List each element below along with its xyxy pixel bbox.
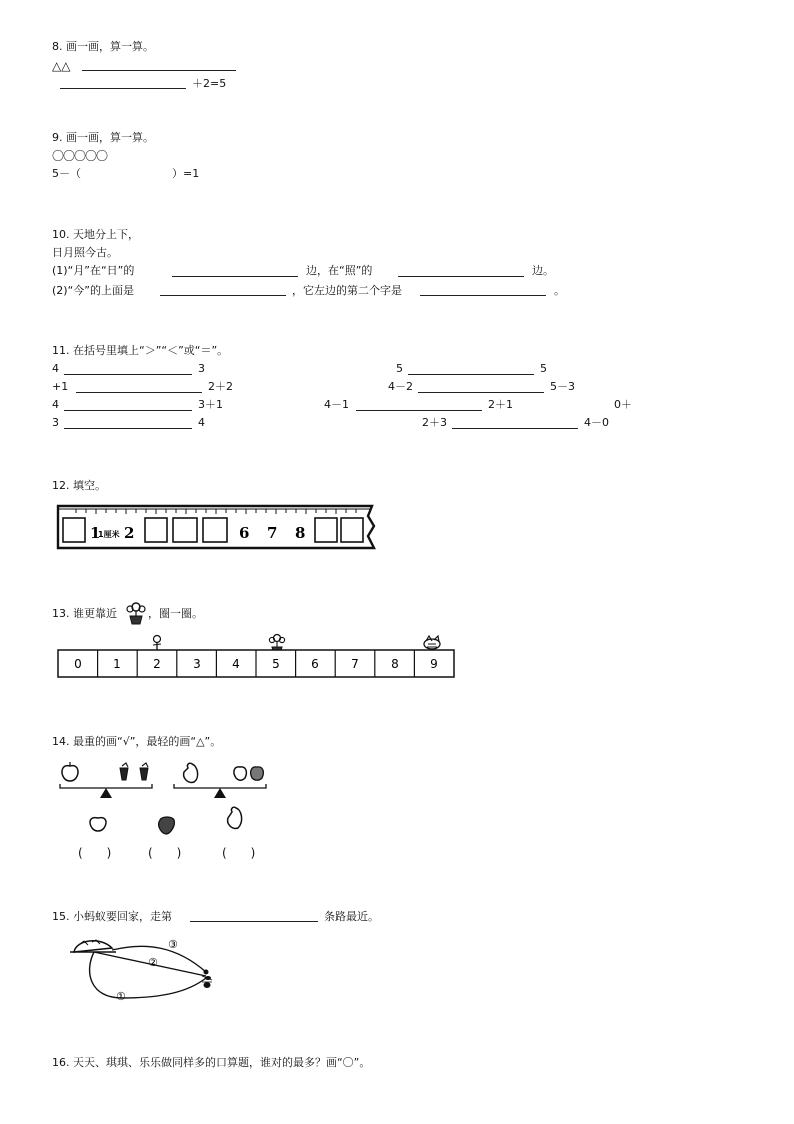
flower-pot-icon bbox=[126, 601, 146, 625]
number-cell-6[interactable]: 6 bbox=[311, 657, 319, 671]
q10-line1: 10. 天地分上下， bbox=[52, 228, 139, 241]
ant-route-figure bbox=[66, 932, 226, 1008]
q11-r2-blank-2[interactable] bbox=[418, 392, 544, 393]
q10-p1-c: 边。 bbox=[532, 264, 554, 277]
q8-equation-suffix: ＋2=5 bbox=[192, 77, 227, 90]
q16-title: 16. 天天、琪琪、乐乐做同样多的口算题，谁对的最多？画“〇”。 bbox=[52, 1056, 371, 1069]
q11-r1-c: 5 bbox=[396, 362, 403, 375]
ruler-number-eight: 8 bbox=[295, 524, 306, 542]
ruler-blank-box-4[interactable] bbox=[315, 518, 337, 542]
route-one-label: ① bbox=[116, 990, 126, 1003]
q11-r2-d: 5－3 bbox=[550, 380, 575, 393]
pear-icon bbox=[184, 763, 198, 782]
ruler-number-two: 2 bbox=[124, 524, 135, 542]
q13-title-a: 13. 谁更靠近 bbox=[52, 607, 117, 620]
number-cell-3[interactable]: 3 bbox=[193, 657, 201, 671]
pear-option-icon bbox=[228, 807, 242, 828]
q11-r4-b: 4 bbox=[198, 416, 205, 429]
q11-r4-d: 4－0 bbox=[584, 416, 609, 429]
q11-r3-e: 0＋ bbox=[614, 398, 632, 411]
q11-r3-a: 4 bbox=[52, 398, 59, 411]
q8-blank-2[interactable] bbox=[60, 88, 186, 89]
animal-icon bbox=[424, 636, 440, 649]
number-cell-0[interactable]: 0 bbox=[74, 657, 82, 671]
ruler-label-one: 1 bbox=[90, 524, 101, 542]
q11-r3-blank-1[interactable] bbox=[64, 410, 192, 411]
q14-title: 14. 最重的画“√”，最轻的画“△”。 bbox=[52, 735, 222, 748]
q11-r3-b: 3＋1 bbox=[198, 398, 223, 411]
peach-icon bbox=[62, 762, 78, 781]
number-cell-7[interactable]: 7 bbox=[351, 657, 359, 671]
q10-line2: 日月照今古。 bbox=[52, 246, 118, 259]
q9-eq-left: 5－（ bbox=[52, 167, 81, 180]
q11-r1-blank-2[interactable] bbox=[408, 374, 534, 375]
number-cell-2[interactable]: 2 bbox=[153, 657, 161, 671]
q11-r1-d: 5 bbox=[540, 362, 547, 375]
number-line-figure bbox=[56, 632, 460, 682]
q10-blank-3[interactable] bbox=[160, 295, 286, 296]
ruler-blank-box-5[interactable] bbox=[341, 518, 363, 542]
ruler-blank-box-3[interactable] bbox=[203, 518, 227, 542]
q11-r1-b: 3 bbox=[198, 362, 205, 375]
q11-r1-a: 4 bbox=[52, 362, 59, 375]
number-cell-9[interactable]: 9 bbox=[430, 657, 438, 671]
number-cell-8[interactable]: 8 bbox=[391, 657, 399, 671]
q10-p1-a: (1)“月”在“日”的 bbox=[52, 264, 135, 277]
q9-circles: 〇〇〇〇〇 bbox=[52, 149, 108, 163]
number-cell-1[interactable]: 1 bbox=[113, 657, 121, 671]
q11-r3-c: 4－1 bbox=[324, 398, 349, 411]
paren-answer-1[interactable]: ( ) bbox=[78, 846, 112, 860]
q10-blank-2[interactable] bbox=[398, 276, 524, 277]
route-three-label: ③ bbox=[168, 938, 178, 951]
ruler-blank-box-0[interactable] bbox=[63, 518, 85, 542]
ruler-number-six: 6 bbox=[239, 524, 250, 542]
balance-scale-figure bbox=[56, 758, 286, 838]
ant-home-icon bbox=[74, 941, 112, 952]
q15-title-a: 15. 小蚂蚁要回家，走第 bbox=[52, 910, 172, 923]
q8-blank-1[interactable] bbox=[82, 70, 236, 71]
ruler-blank-box-1[interactable] bbox=[145, 518, 167, 542]
paren-answer-3[interactable]: ( ) bbox=[222, 846, 256, 860]
strawberry-pair-icon bbox=[120, 763, 148, 780]
q8-triangles: △△ bbox=[52, 59, 71, 73]
q11-r2-b: 2＋2 bbox=[208, 380, 233, 393]
ant-icon bbox=[202, 970, 212, 989]
q10-p2-b: ，它左边的第二个字是 bbox=[292, 284, 402, 297]
q11-r2-a: +1 bbox=[52, 380, 69, 393]
q10-blank-1[interactable] bbox=[172, 276, 298, 277]
q10-p2-c: 。 bbox=[554, 284, 565, 297]
peach-option-icon bbox=[90, 818, 106, 831]
route-two-label: ② bbox=[148, 956, 158, 969]
q11-r4-blank-1[interactable] bbox=[64, 428, 192, 429]
number-cell-4[interactable]: 4 bbox=[232, 657, 240, 671]
q10-blank-4[interactable] bbox=[420, 295, 546, 296]
q10-p2-a: (2)“今”的上面是 bbox=[52, 284, 134, 297]
q9-title: 9. 画一画，算一算。 bbox=[52, 131, 154, 144]
q12-title: 12. 填空。 bbox=[52, 479, 106, 492]
q11-r4-c: 2＋3 bbox=[422, 416, 447, 429]
strawberry-option-icon bbox=[159, 817, 175, 834]
q13-title-b: ，圈一圈。 bbox=[148, 607, 203, 620]
ruler-blank-box-2[interactable] bbox=[173, 518, 197, 542]
q15-blank[interactable] bbox=[190, 921, 318, 922]
q11-title: 11. 在括号里填上“＞”“＜”或“＝”。 bbox=[52, 344, 229, 357]
paren-answer-2[interactable]: ( ) bbox=[148, 846, 182, 860]
peach-strawberry-pair-icon bbox=[234, 767, 263, 780]
q11-r4-a: 3 bbox=[52, 416, 59, 429]
q11-r2-c: 4－2 bbox=[388, 380, 413, 393]
number-cell-5[interactable]: 5 bbox=[272, 657, 280, 671]
q11-r1-blank-1[interactable] bbox=[64, 374, 192, 375]
q11-r4-blank-2[interactable] bbox=[452, 428, 578, 429]
q11-r2-blank-1[interactable] bbox=[76, 392, 202, 393]
ruler-figure bbox=[56, 504, 378, 552]
q8-title: 8. 画一画，算一算。 bbox=[52, 40, 154, 53]
q11-r3-d: 2＋1 bbox=[488, 398, 513, 411]
q11-r3-blank-2[interactable] bbox=[356, 410, 482, 411]
q10-p1-b: 边，在“照”的 bbox=[306, 264, 373, 277]
ruler-unit-label: 1厘米 bbox=[98, 530, 120, 539]
ruler-number-seven: 7 bbox=[267, 524, 278, 542]
q15-title-b: 条路最近。 bbox=[324, 910, 379, 923]
q9-eq-right: ）=1 bbox=[172, 167, 200, 180]
